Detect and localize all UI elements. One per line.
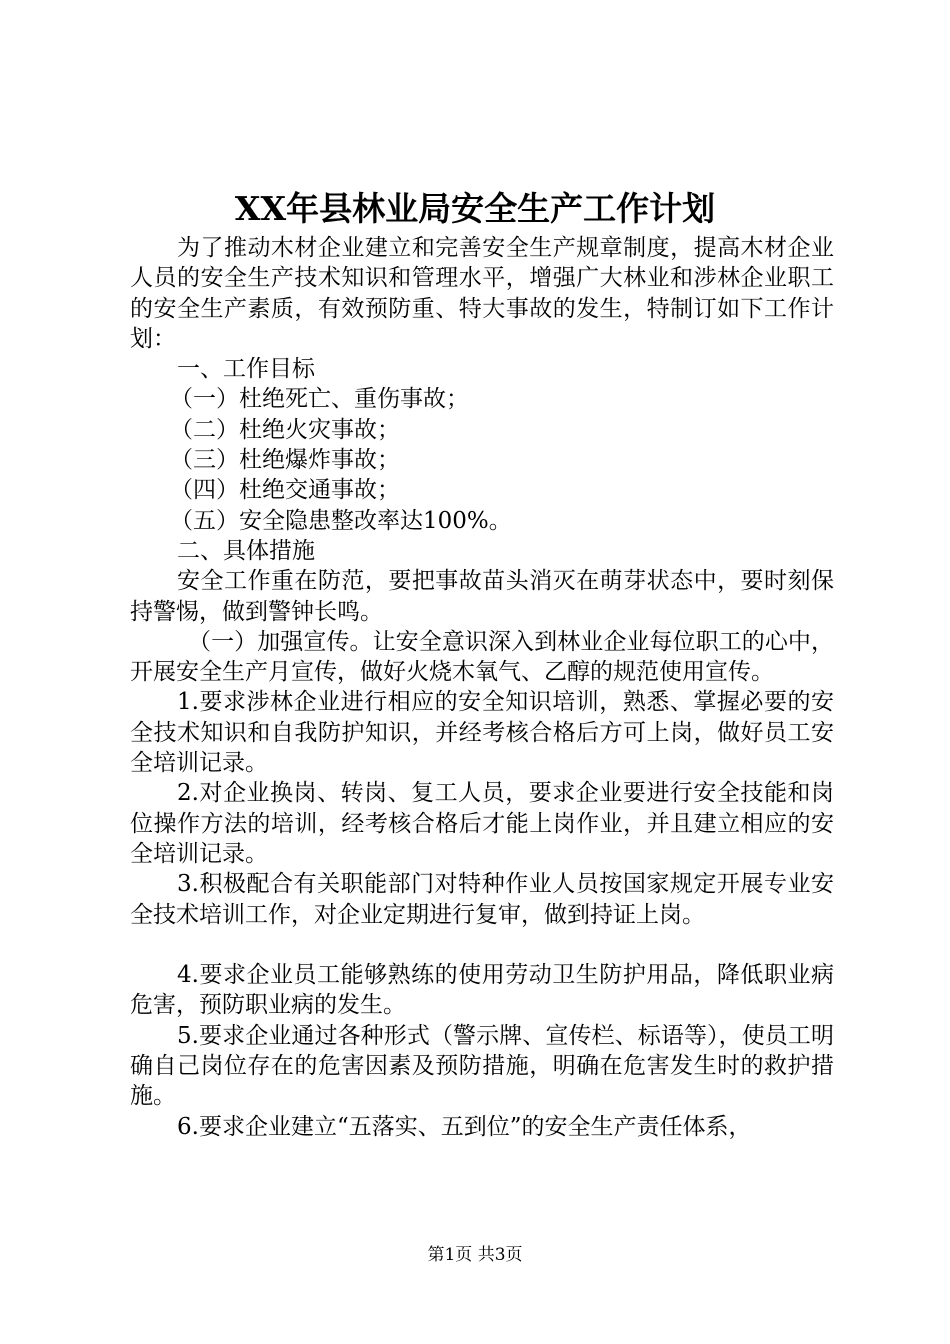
goal-item: （二）杜绝火灾事故； bbox=[170, 416, 400, 443]
numbered-item: 5.要求企业通过各种形式（警示牌、宣传栏、标语等），使员工明确自己岗位存在的危害因素及预防措施，明确在危害发生时的救护措施。 bbox=[130, 1022, 834, 1110]
numbered-item: 2.对企业换岗、转岗、复工人员，要求企业要进行安全技能和岗位操作方法的培训，经考核合格后才能上岗作业，并且建立相应的安全培训记录。 bbox=[130, 780, 834, 867]
document-title: XX年县林业局安全生产工作计划 bbox=[234, 189, 716, 228]
numbered-item: 6.要求企业建立“五落实、五到位”的安全生产责任体系， bbox=[177, 1113, 752, 1140]
numbered-item: 4.要求企业员工能够熟练的使用劳动卫生防护用品，降低职业病危害，预防职业病的发生。 bbox=[130, 962, 834, 1019]
paragraph-publicity: （一）加强宣传。让安全意识深入到林业企业每位职工的心中，开展安全生产月宣传，做好火烧木氧气、乙醇的规范使用宣传。 bbox=[130, 628, 834, 686]
paragraph-intro: 为了推动木材企业建立和完善安全生产规章制度，提高木材企业人员的安全生产技术知识和管理水平，增强广大林业和涉林企业职工的安全生产素质，有效预防重、特大事故的发生，特制订如下工作计划： bbox=[130, 235, 834, 352]
heading-goals: 一、工作目标 bbox=[177, 356, 315, 383]
paragraph-measures-intro: 安全工作重在防范，要把事故苗头消灭在萌芽状态中，要时刻保持警惕，做到警钟长鸣。 bbox=[130, 568, 834, 625]
page-footer: 第1页 共3页 bbox=[427, 1245, 523, 1265]
goal-item: （四）杜绝交通事故； bbox=[170, 477, 400, 504]
document-body bbox=[130, 233, 834, 1142]
goal-item: （五）安全隐患整改率达100%。 bbox=[170, 507, 512, 534]
blank-line bbox=[130, 930, 834, 960]
numbered-item: 1.要求涉林企业进行相应的安全知识培训，熟悉、掌握必要的安全技术知识和自我防护知识，并经考核合格后方可上岗，做好员工安全培训记录。 bbox=[130, 689, 834, 777]
heading-measures: 二、具体措施 bbox=[177, 537, 315, 564]
goal-item: （三）杜绝爆炸事故； bbox=[170, 447, 400, 474]
goal-item: （一）杜绝死亡、重伤事故； bbox=[170, 386, 469, 413]
numbered-item: 3.积极配合有关职能部门对特种作业人员按国家规定开展专业安全技术培训工作，对企业定期进行复审，做到持证上岗。 bbox=[130, 871, 834, 928]
